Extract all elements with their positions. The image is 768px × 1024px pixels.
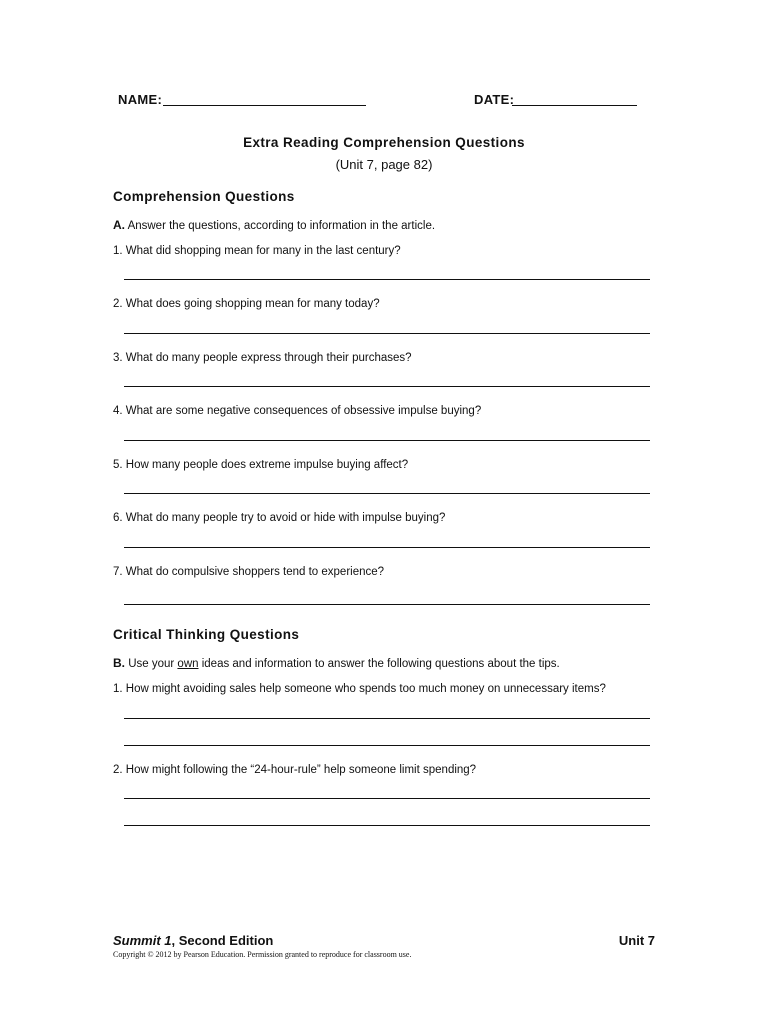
footer-book xyxy=(113,933,273,948)
answer-line-b2-1[interactable] xyxy=(124,798,650,799)
page-title: Extra Reading Comprehension Questions xyxy=(243,135,525,150)
question-b1: 1. How might avoiding sales help someone who spends too much money on unnecessary items? xyxy=(113,683,606,695)
question-a3: 3. What do many people express through their purchases? xyxy=(113,352,412,364)
answer-line-b1-2[interactable] xyxy=(124,745,650,746)
answer-line-a5[interactable] xyxy=(124,493,650,494)
name-label: NAME: xyxy=(118,92,163,107)
section-b-instruction-underlined: own xyxy=(177,658,199,670)
question-b2: 2. How might following the “24-hour-rule” help someone limit spending? xyxy=(113,764,477,776)
question-a2: 2. What does going shopping mean for many today? xyxy=(113,298,380,310)
section-b-letter: B. xyxy=(113,656,125,670)
footer-book-title: Summit 1 xyxy=(113,933,172,948)
answer-line-a7[interactable] xyxy=(124,604,650,605)
section-b-instruction-pre: Use your xyxy=(128,658,178,670)
footer-copyright: Copyright © 2012 by Pearson Education. Permission granted to reproduce for classroom use. xyxy=(113,950,412,959)
section-a-instruction-text: Answer the questions, according to information in the article. xyxy=(127,220,436,232)
question-a1: 1. What did shopping mean for many in the last century? xyxy=(113,245,401,257)
footer-unit: Unit 7 xyxy=(618,933,655,948)
answer-line-a3[interactable] xyxy=(124,386,650,387)
answer-line-b1-1[interactable] xyxy=(124,718,650,719)
answer-line-a1[interactable] xyxy=(124,279,650,280)
name-field-line[interactable] xyxy=(163,105,366,106)
answer-line-a6[interactable] xyxy=(124,547,650,548)
section-a-letter: A. xyxy=(113,218,125,232)
date-label: DATE: xyxy=(474,92,515,107)
question-a5: 5. How many people does extreme impulse buying affect? xyxy=(113,459,409,471)
question-a7: 7. What do compulsive shoppers tend to experience? xyxy=(113,566,385,578)
footer-edition: , Second Edition xyxy=(171,933,274,948)
answer-line-a4[interactable] xyxy=(124,440,650,441)
question-a6: 6. What do many people try to avoid or hide with impulse buying? xyxy=(113,512,446,524)
answer-line-b2-2[interactable] xyxy=(124,825,650,826)
section-b-instruction-post: ideas and information to answer the following questions about the tips. xyxy=(198,658,560,670)
section-a-heading: Comprehension Questions xyxy=(113,189,295,204)
section-a-instruction xyxy=(113,218,435,232)
answer-line-a2[interactable] xyxy=(124,333,650,334)
section-b-instruction xyxy=(113,656,560,670)
question-a4: 4. What are some negative consequences of obsessive impulse buying? xyxy=(113,405,482,417)
page-subtitle: (Unit 7, page 82) xyxy=(335,157,433,172)
section-b-heading: Critical Thinking Questions xyxy=(113,627,300,642)
date-field-line[interactable] xyxy=(512,105,637,106)
